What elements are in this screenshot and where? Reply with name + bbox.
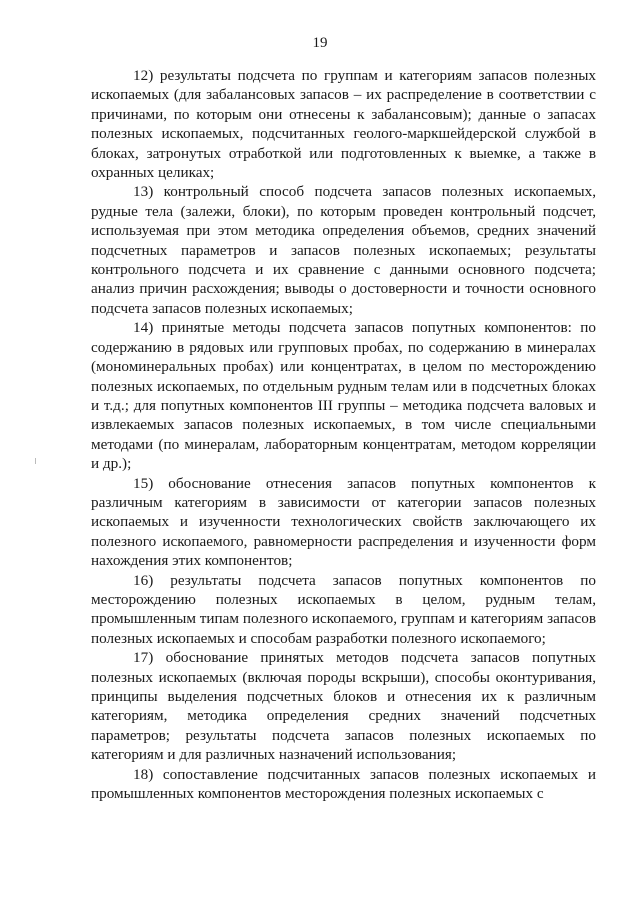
paragraph-14: 14) принятые методы подсчета запасов попутных компонентов: по содержанию в рядовых или групповых пробах, по содержанию в минералах (мономинеральных пробах) или концентратах, в целом по месторождению полезных ископаемых, по отдельным рудным телам или в подсчетных блоках и т.д.; для попутных компонентов III группы – методика подсчета валовых и извлекаемых запасов полезных ископаемых, в том числе специальными методами (по минералам, лабораторным концентратам, методом корреляции и др.); <box>91 319 596 473</box>
paragraph-12: 12) результаты подсчета по группам и категориям запасов полезных ископаемых (для забалансовых запасов – их распределение в соответствии с причинами, по которым они отнесены к забалансовым); данные о запасах полезных ископаемых, подсчитанных геолого-маркшейдерской службой в блоках, затронутых отработкой или подготовленных к выемке, а также в охранных целиках; <box>91 67 596 182</box>
paragraph-18: 18) сопоставление подсчитанных запасов полезных ископаемых и промышленных компонентов месторождения полезных ископаемых с <box>91 765 596 803</box>
margin-mark <box>35 458 36 464</box>
paragraph-17: 17) обоснование принятых методов подсчета запасов попутных полезных ископаемых (включая породы вскрыши), способы оконтуривания, принципы выделения подсчетных блоков и отнесения их к различным категориям, методика определения средних значений подсчетных параметров; результаты подсчета запасов полезных ископаемых по категориям и для различных назначений использования; <box>91 649 596 764</box>
paragraph-13: 13) контрольный способ подсчета запасов полезных ископаемых, рудные тела (залежи, блоки), по которым проведен контрольный подсчет, используемая при этом методика определения объемов, средних значений подсчетных параметров и запасов полезных ископаемых; результаты контрольного подсчета и их сравнение с данными основного подсчета; анализ причин расхождения; выводы о достоверности и точности основного подсчета запасов полезных ископаемых; <box>91 183 596 317</box>
page-number: 19 <box>312 35 328 51</box>
paragraph-16: 16) результаты подсчета запасов попутных компонентов по месторождению полезных ископаемых в целом, рудным телам, промышленным типам полезного ископаемого, группам и категориям запасов полезных ископаемых и способам разработки полезного ископаемого; <box>91 571 596 647</box>
paragraph-15: 15) обоснование отнесения запасов попутных компонентов к различным категориям в зависимости от категории запасов полезных ископаемых и изученности технологических свойств заключающего их полезного ископаемого, равномерности распределения и изученности форм нахождения этих компонентов; <box>91 474 596 570</box>
document-body <box>91 66 596 803</box>
